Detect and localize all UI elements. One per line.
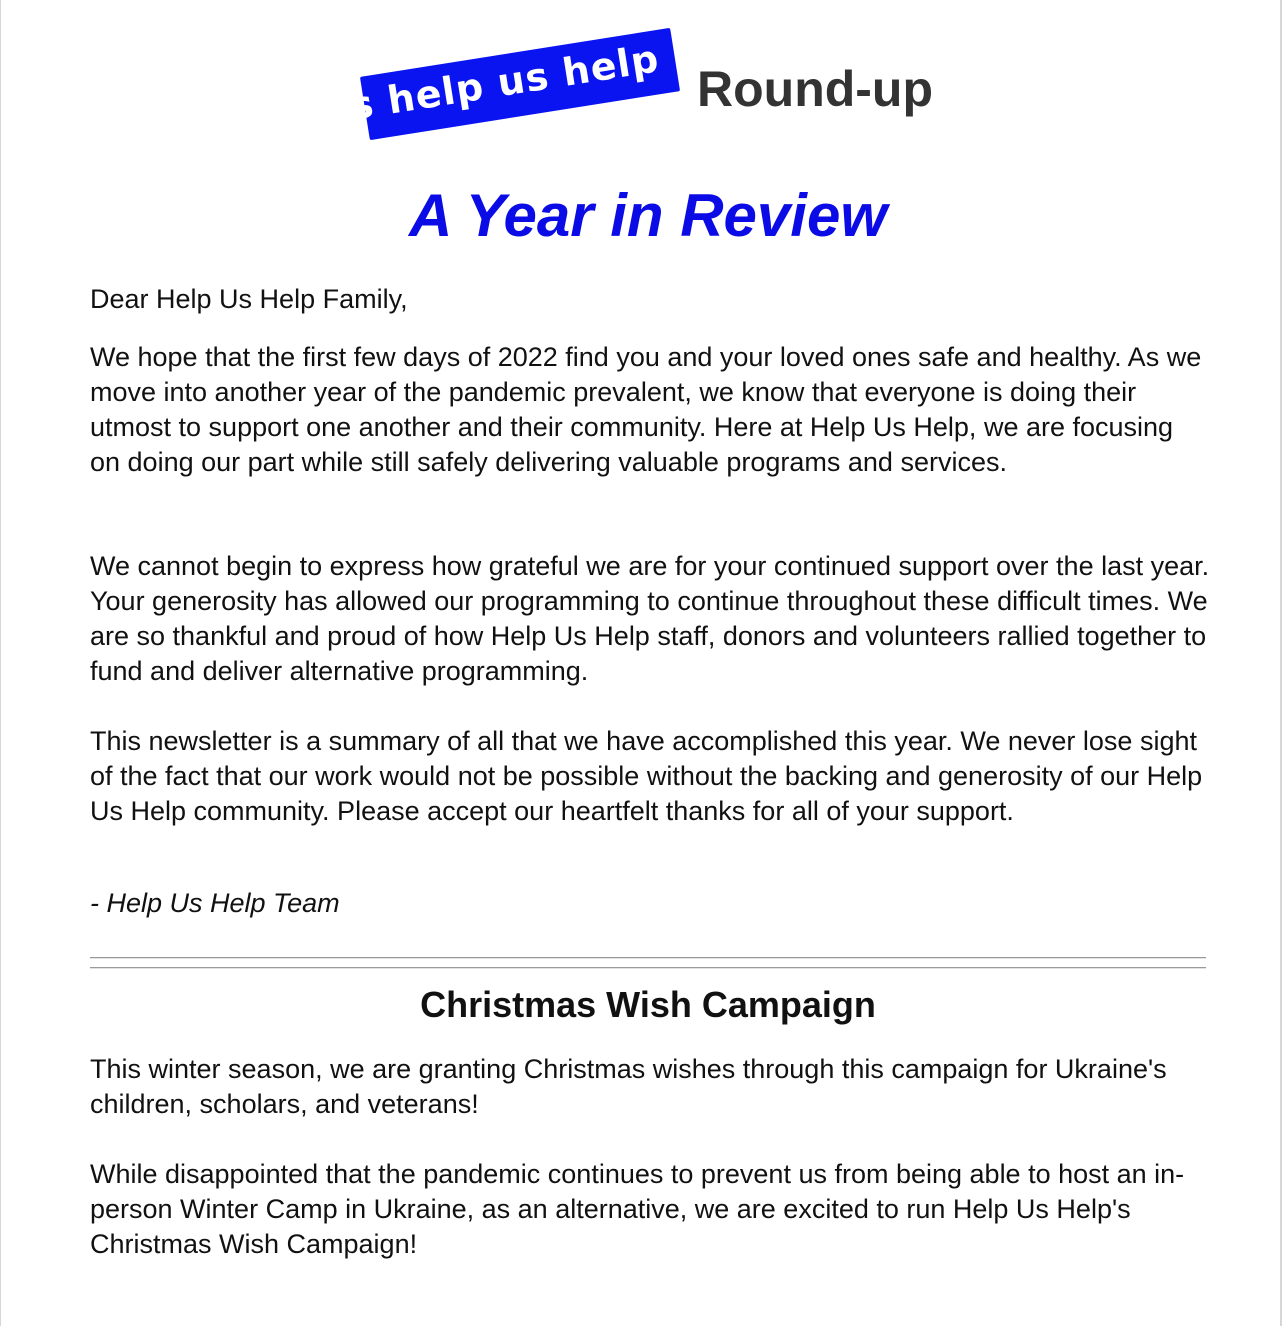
newsletter-body [90, 0, 1210, 1259]
newsletter-header [90, 0, 1206, 170]
campaign-heading: Christmas Wish Campaign [420, 984, 876, 1025]
section-divider [90, 967, 1206, 969]
campaign-paragraph: While disappointed that the pandemic continues to prevent us from being able to host an in-person Winter Camp in Ukraine, as an alternative, we are excited to run Help Us Help's Christmas Wish Campaign! [90, 1159, 1185, 1259]
letter-paragraph: This newsletter is a summary of all that we have accomplished this year. We never lose sight of the fact that our work would not be possible without the backing and generosity of our Help Us Help community. Please accept our heartfelt thanks for all of your support. [90, 726, 1203, 826]
letter-greeting: Dear Help Us Help Family, [90, 284, 408, 314]
help-us-help-logo[interactable] [347, 28, 704, 140]
logo-text: s help us help u [347, 29, 704, 129]
roundup-heading: Round-up [697, 61, 934, 117]
page-title: A Year in Review [408, 182, 887, 249]
campaign-paragraph: This winter season, we are granting Christmas wishes through this campaign for Ukraine's children, scholars, and veterans! [90, 1054, 1167, 1119]
section-divider [90, 957, 1206, 959]
letter-paragraph: We hope that the first few days of 2022 find you and your loved ones safe and healthy. As we move into another year of the pandemic prevalent, we know that everyone is doing their utmost to support one another and their community. Here at Help Us Help, we are focusing on doing our part while still safely delivering valuable programs and services. [90, 342, 1202, 477]
letter-signature: - Help Us Help Team [90, 888, 340, 918]
letter-paragraph: We cannot begin to express how grateful we are for your continued support over the last year. Your generosity has allowed our programming to continue throughout these difficult times. We are so thankful and proud of how Help Us Help staff, donors and volunteers rallied together to fund and deliver alternative programming. [90, 551, 1210, 686]
